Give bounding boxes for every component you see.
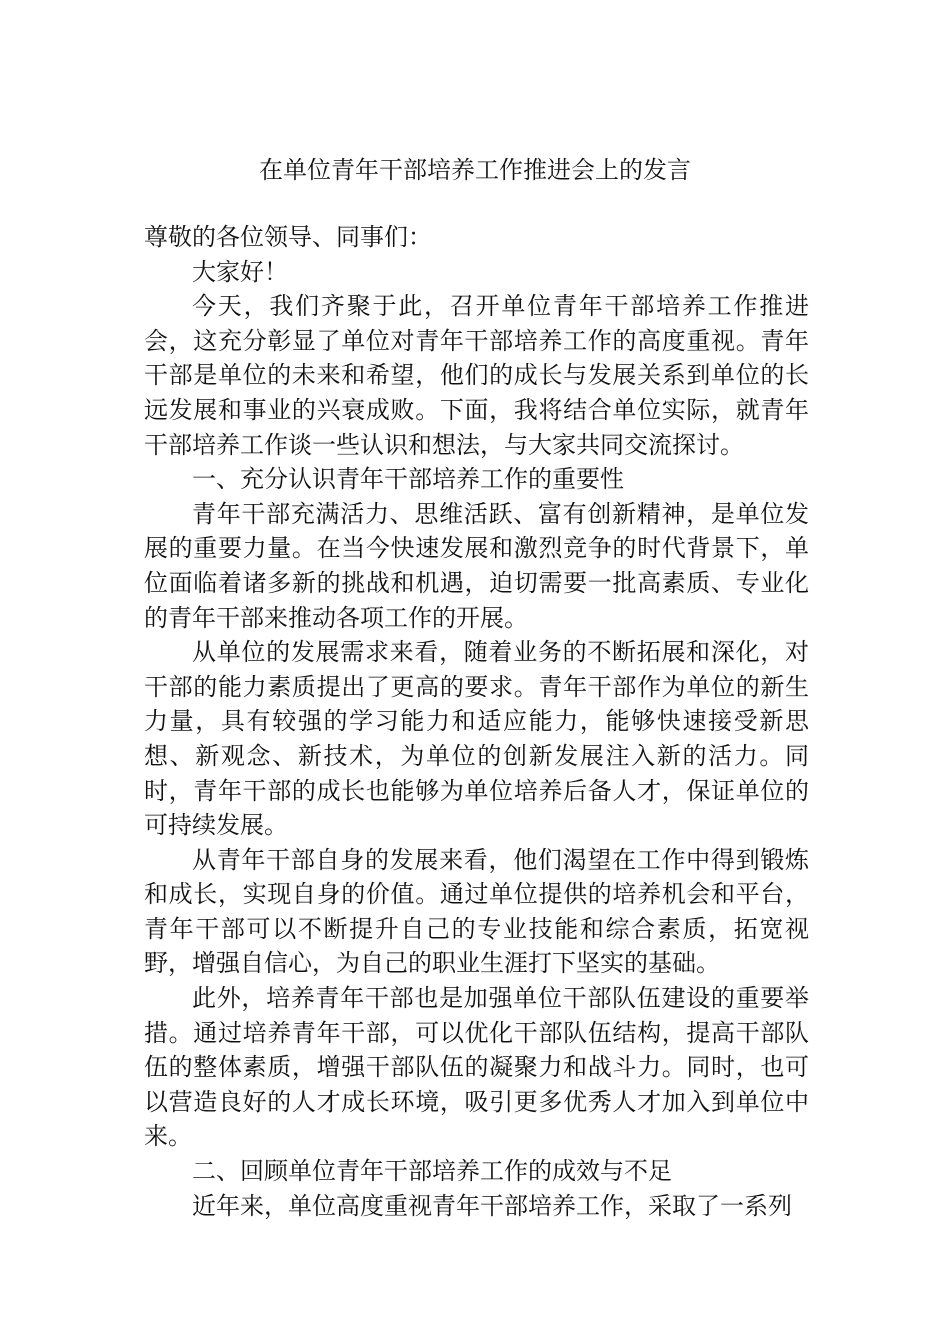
paragraph: 从单位的发展需求来看，随着业务的不断拓展和深化，对干部的能力素质提出了更高的要求。青年干部作为单位的新生力量，具有较强的学习能力和适应能力，能够快速接受新思想、新观念、新技术，为单位的创新发展注入新的活力。同时，青年干部的成长也能够为单位培养后备人才，保证单位的可持续发展。 (144, 638, 809, 840)
salutation: 尊敬的各位领导、同事们： (144, 223, 432, 251)
document-title: 在单位青年干部培养工作推进会上的发言 (259, 156, 691, 184)
paragraph: 近年来，单位高度重视青年干部培养工作，采取了一系列 (192, 1191, 792, 1220)
paragraph-intro: 今天，我们齐聚于此，召开单位青年干部培养工作推进会，这充分彰显了单位对青年干部培养工作的高度重视。青年干部是单位的未来和希望，他们的成长与发展关系到单位的长远发展和事业的兴衰成败。下面，我将结合单位实际，就青年干部培养工作谈一些认识和想法，与大家共同交流探讨。 (144, 292, 809, 459)
paragraph: 青年干部充满活力、思维活跃、富有创新精神，是单位发展的重要力量。在当今快速发展和激烈竞争的时代背景下，单位面临着诸多新的挑战和机遇，迫切需要一批高素质、专业化的青年干部来推动各项工作的开展。 (144, 499, 809, 632)
paragraph: 此外，培养青年干部也是加强单位干部队伍建设的重要举措。通过培养青年干部，可以优化干部队伍结构，提高干部队伍的整体素质，增强干部队伍的凝聚力和战斗力。同时，也可以营造良好的人才成长环境，吸引更多优秀人才加入到单位中来。 (144, 984, 809, 1151)
paragraph: 从青年干部自身的发展来看，他们渴望在工作中得到锻炼和成长，实现自身的价值。通过单位提供的培养机会和平台，青年干部可以不断提升自己的专业技能和综合素质，拓宽视野，增强自信心，为自己的职业生涯打下坚实的基础。 (144, 845, 809, 978)
section-heading-1: 一、充分认识青年干部培养工作的重要性 (192, 465, 624, 494)
section-heading-2: 二、回顾单位青年干部培养工作的成效与不足 (192, 1157, 672, 1186)
paragraph-greeting: 大家好！ (192, 257, 288, 286)
document-body (144, 220, 809, 1223)
